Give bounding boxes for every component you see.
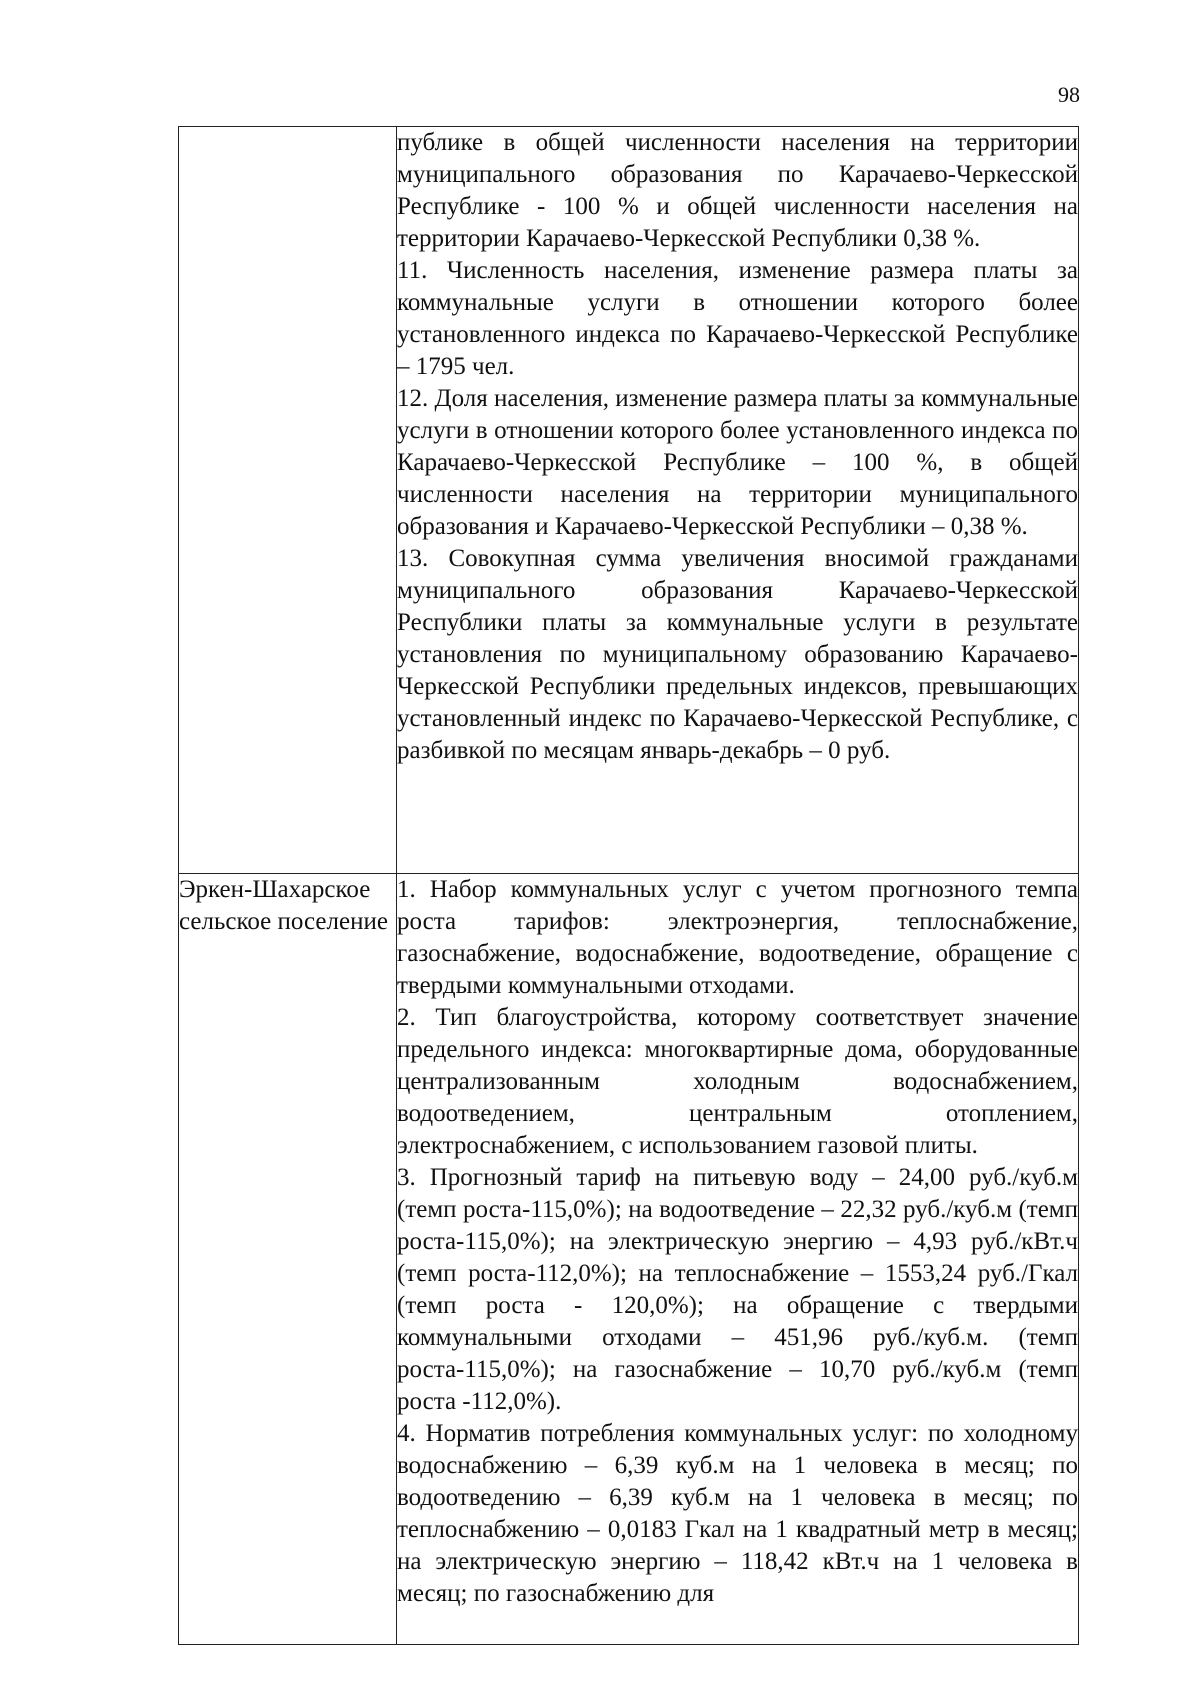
paragraph: 1. Набор коммунальных услуг с учетом прогнозного темпа роста тарифов: электроэнергия, теплоснабжение, газоснабжение, водоснабжение, водоотведение, обращение с твердыми коммунальными отходами. (397, 876, 1078, 999)
page-number: 98 (1058, 82, 1080, 107)
municipality-cell: Эркен-Шахарское сельское поселение (179, 874, 397, 1645)
table-row (179, 127, 1079, 874)
description-cell (397, 874, 1079, 1645)
paragraph: 13. Совокупная сумма увеличения вносимой гражданами муниципального образования Карачаево-Черкесской Республики платы за коммунальные услуги в результате установления по муниципальному образованию Карачаево-Черкесской Республики предельных индексов, превышающих установленный индекс по Карачаево-Черкесской Республике, с разбивкой по месяцам январь-декабрь – 0 руб. (397, 545, 1078, 764)
tariff-table (178, 126, 1079, 1645)
table-row (179, 874, 1079, 1645)
paragraph: 2. Тип благоустройства, которому соответствует значение предельного индекса: многоквартирные дома, оборудованные централизованным холодным водоснабжением, водоотведением, центральным отоплением, электроснабжением, с использованием газовой плиты. (397, 1004, 1078, 1159)
paragraph: 4. Норматив потребления коммунальных услуг: по холодному водоснабжению – 6,39 куб.м на 1 человека в месяц; по водоотведению – 6,39 куб.м на 1 человека в месяц; по теплоснабжению – 0,0183 Гкал на 1 квадратный метр в месяц; на электрическую энергию – 118,42 кВт.ч на 1 человека в месяц; по газоснабжению для (397, 1420, 1078, 1607)
paragraph: 11. Численность населения, изменение размера платы за коммунальные услуги в отношении которого более установленного индекса по Карачаево-Черкесской Республике – 1795 чел. (397, 257, 1078, 380)
paragraph: 3. Прогнозный тариф на питьевую воду – 24,00 руб./куб.м (темп роста-115,0%); на водоотведение – 22,32 руб./куб.м (темп роста-115,0%); на электрическую энергию – 4,93 руб./кВт.ч (темп роста-112,0%); на теплоснабжение – 1553,24 руб./Гкал (темп роста - 120,0%); на обращение с твердыми коммунальными отходами – 451,96 руб./куб.м. (темп роста-115,0%); на газоснабжение – 10,70 руб./куб.м (темп роста -112,0%). (397, 1164, 1078, 1415)
paragraph: публике в общей численности населения на территории муниципального образования по Карачаево-Черкесской Республике - 100 % и общей численности населения на территории Карачаево-Черкесской Республики 0,38 %. (397, 129, 1078, 252)
municipality-cell (179, 127, 397, 874)
paragraph: 12. Доля населения, изменение размера платы за коммунальные услуги в отношении которого более установленного индекса по Карачаево-Черкесской Республике – 100 %, в общей численности населения на территории муниципального образования и Карачаево-Черкесской Республики – 0,38 %. (397, 385, 1078, 540)
description-cell (397, 127, 1079, 874)
